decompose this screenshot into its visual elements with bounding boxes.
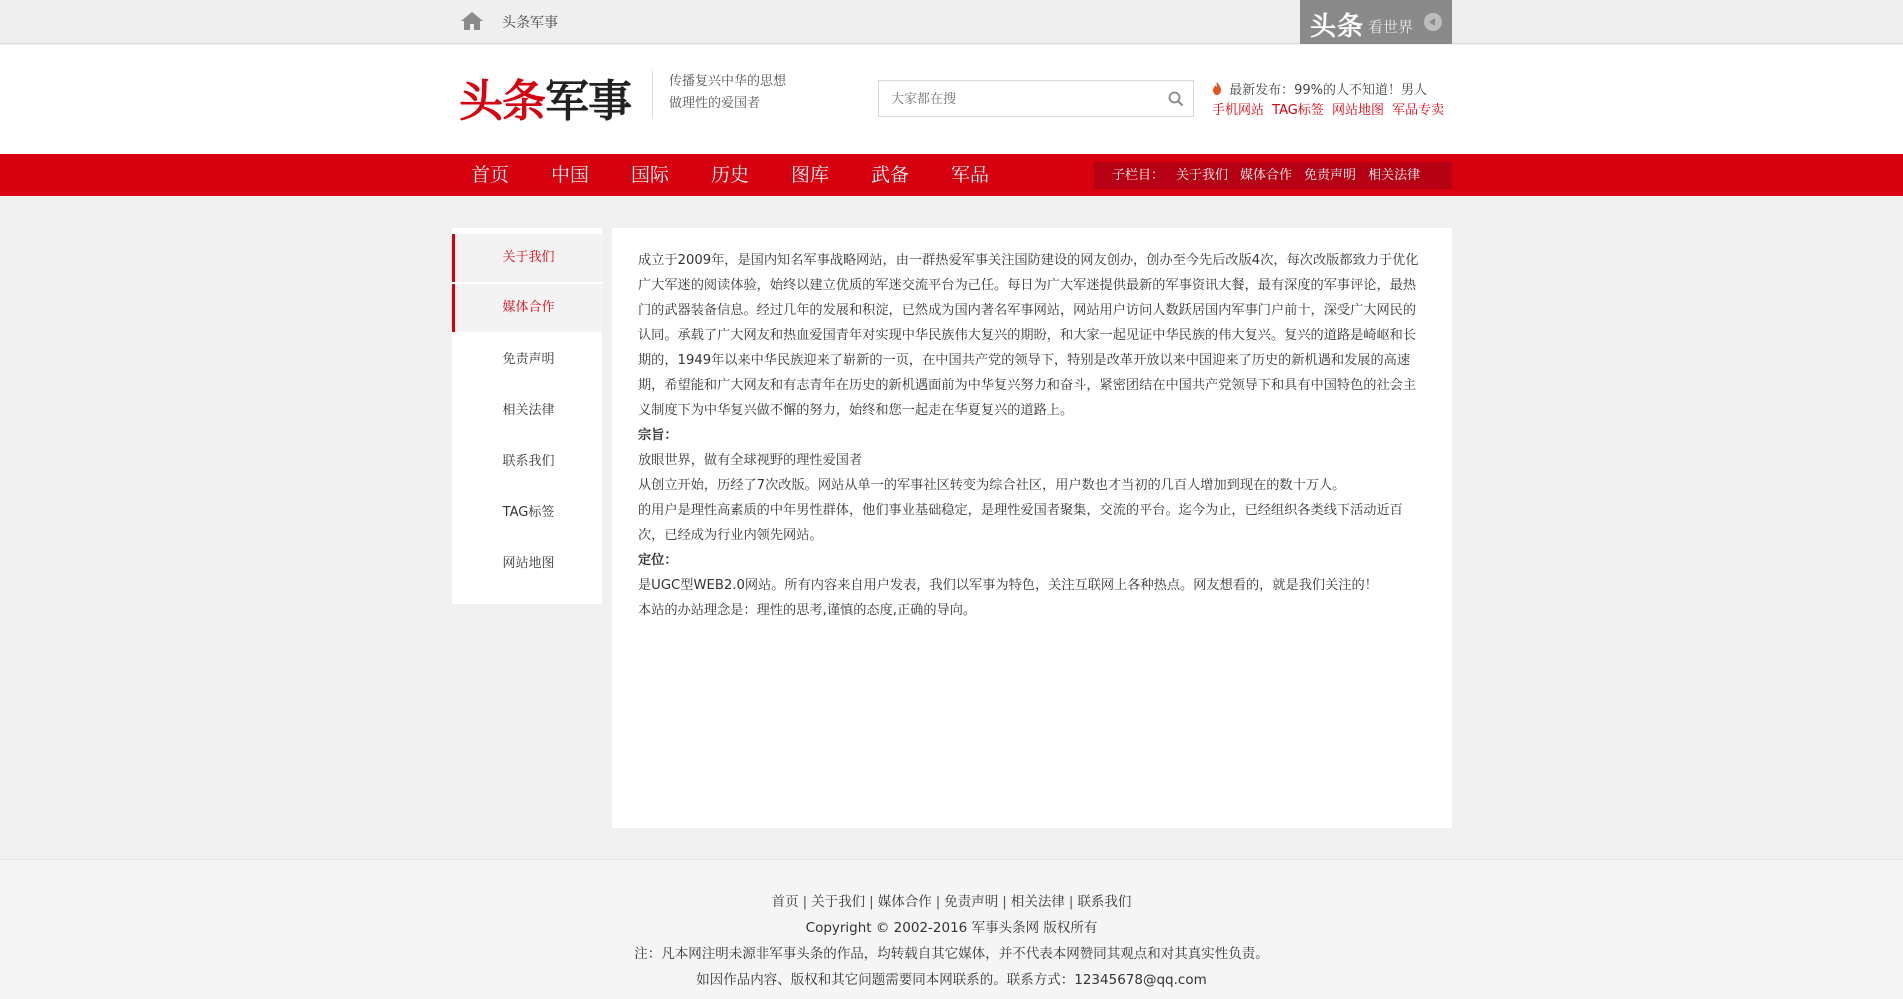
sidebar-item-about[interactable]: 关于我们 xyxy=(452,234,602,282)
footer-link-about[interactable]: 关于我们 xyxy=(811,894,866,910)
subcolumn-bar xyxy=(1094,162,1452,189)
nav-item-gallery[interactable]: 图库 xyxy=(790,164,829,186)
history-paragraph-1: 从创立开始，历经了7次改版。网站从单一的军事社区转变为综合社区，用户数也才当初的几百人增加到现在的数十万人。 xyxy=(638,478,1346,493)
footer-link-law[interactable]: 相关法律 xyxy=(1010,894,1065,910)
sidebar-item-tag[interactable]: TAG标签 xyxy=(502,505,555,520)
search-input[interactable] xyxy=(891,90,1151,108)
nav-item-weapons[interactable]: 武备 xyxy=(870,164,909,186)
footer-copyright: Copyright © 2002-2016 军事头条网 版权所有 xyxy=(805,920,1098,936)
logo-dark-text: 军事 xyxy=(545,76,631,127)
footer xyxy=(0,859,1903,999)
main-nav xyxy=(0,154,1903,196)
footer-links xyxy=(0,893,1903,911)
position-paragraph-1: 是UGC型WEB2.0网站。所有内容来自用户发表，我们以军事为特色，关注互联网上各种热点。网友想看的，就是我们关注的！ xyxy=(638,578,1378,593)
top-bar xyxy=(0,0,1903,44)
quick-links xyxy=(1212,99,1448,118)
sidebar-item-sitemap[interactable]: 网站地图 xyxy=(502,556,555,571)
slogan-line-2: 做理性的爱国者 xyxy=(669,96,761,111)
toutiao-brand-banner[interactable] xyxy=(1300,0,1452,44)
nav-item-military-goods[interactable]: 军品 xyxy=(950,164,989,186)
home-icon[interactable] xyxy=(459,10,485,32)
footer-link-contact[interactable]: 联系我们 xyxy=(1077,894,1132,910)
brand-big-text: 头条 xyxy=(1310,12,1365,42)
search-icon[interactable] xyxy=(1167,90,1185,108)
latest-news-link[interactable] xyxy=(1212,79,1427,98)
footer-contact: 如因作品内容、版权和其它问题需要同本网联系的。联系方式：12345678@qq.com xyxy=(696,972,1207,988)
footer-link-home[interactable]: 首页 xyxy=(771,894,799,910)
slogan xyxy=(652,71,786,119)
subcolumn-about[interactable]: 关于我们 xyxy=(1176,168,1229,183)
footer-notice: 注：凡本网注明未源非军事头条的作品，均转载自其它媒体，并不代表本网赞同其观点和对其真实性负责。 xyxy=(634,946,1269,962)
sidebar-item-contact[interactable]: 联系我们 xyxy=(502,454,555,469)
quick-link-shop[interactable]: 军品专卖 xyxy=(1392,103,1445,118)
purpose-text: 放眼世界，做有全球视野的理性爱国者 xyxy=(638,453,863,468)
quick-link-tag[interactable]: TAG标签 xyxy=(1272,103,1324,118)
latest-news-text: 最新发布：99%的人不知道！男人 xyxy=(1229,83,1428,98)
subcolumn-law[interactable]: 相关法律 xyxy=(1368,168,1421,183)
position-paragraph-2: 本站的办站理念是：理性的思考,谨慎的态度,正确的导向。 xyxy=(638,603,977,618)
sidebar-item-disclaimer[interactable]: 免责声明 xyxy=(502,352,555,367)
nav-items xyxy=(450,154,1010,196)
footer-separator: | xyxy=(869,894,874,910)
footer-link-media[interactable]: 媒体合作 xyxy=(877,894,932,910)
back-arrow-icon[interactable] xyxy=(1424,13,1442,31)
footer-link-disclaimer[interactable]: 免责声明 xyxy=(944,894,999,910)
header xyxy=(0,45,1903,154)
nav-item-international[interactable]: 国际 xyxy=(630,164,669,186)
subcolumn-media[interactable]: 媒体合作 xyxy=(1240,168,1293,183)
nav-item-history[interactable]: 历史 xyxy=(710,164,749,186)
site-logo[interactable] xyxy=(459,65,631,129)
footer-separator: | xyxy=(935,894,941,910)
nav-item-home[interactable]: 首页 xyxy=(470,164,509,186)
nav-item-china[interactable]: 中国 xyxy=(550,164,589,186)
footer-separator: | xyxy=(802,894,808,910)
topbar-site-name[interactable]: 头条军事 xyxy=(502,15,558,31)
quick-link-sitemap[interactable]: 网站地图 xyxy=(1331,103,1384,118)
article-content xyxy=(612,228,1452,828)
footer-separator: | xyxy=(1068,894,1074,910)
subcolumn-disclaimer[interactable]: 免责声明 xyxy=(1304,168,1357,183)
slogan-line-1: 传播复兴中华的思想 xyxy=(669,74,787,89)
intro-paragraph: 成立于2009年，是国内知名军事战略网站，由一群热爱军事关注国防建设的网友创办，创办至今先后改版4次，每次改版都致力于优化广大军迷的阅读体验，始终以建立优质的军迷交流平台为己任。每日为广大军迷提供最新的军事资讯大餐，最有深度的军事评论，最热门的武器装备信息。经过几年的发展和积淀，已然成为国内著名军事网站，网站用户访问人数跃居国内军事门户前十，深受广大网民的认同。承载了广大网友和热血爱国青年对实现中华民族伟大复兴的期盼，和大家一起见证中华民族的伟大复兴。复兴的道路是崎岖和长期的，1949年以来中华民族迎来了崭新的一页，在中国共产党的领导下，特别是改革开放以来中国迎来了历史的新机遇和发展的高速期，希望能和广大网友和有志青年在历史的新机遇面前为中华复兴努力和奋斗，紧密团结在中国共产党领导下和具有中国特色的社会主义制度下为中华复兴做不懈的努力，始终和您一起走在华夏复兴的道路上。 xyxy=(638,253,1419,418)
flame-icon xyxy=(1212,83,1226,98)
purpose-heading: 宗旨： xyxy=(638,428,678,443)
quick-link-mobile[interactable]: 手机网站 xyxy=(1212,103,1265,118)
position-heading: 定位： xyxy=(638,553,678,568)
history-paragraph-2: 的用户是理性高素质的中年男性群体，他们事业基础稳定，是理性爱国者聚集，交流的平台。迄今为止，已经组织各类线下活动近百次，已经成为行业内领先网站。 xyxy=(638,503,1403,543)
sidebar-item-law[interactable]: 相关法律 xyxy=(502,403,555,418)
search-box xyxy=(878,80,1194,117)
sidebar-item-media[interactable]: 媒体合作 xyxy=(452,284,602,332)
subcolumn-label: 子栏目： xyxy=(1112,168,1165,183)
footer-separator: | xyxy=(1002,894,1007,910)
sidebar xyxy=(452,228,602,604)
brand-small-text: 看世界 xyxy=(1368,18,1414,36)
logo-red-text: 头条 xyxy=(459,76,545,127)
